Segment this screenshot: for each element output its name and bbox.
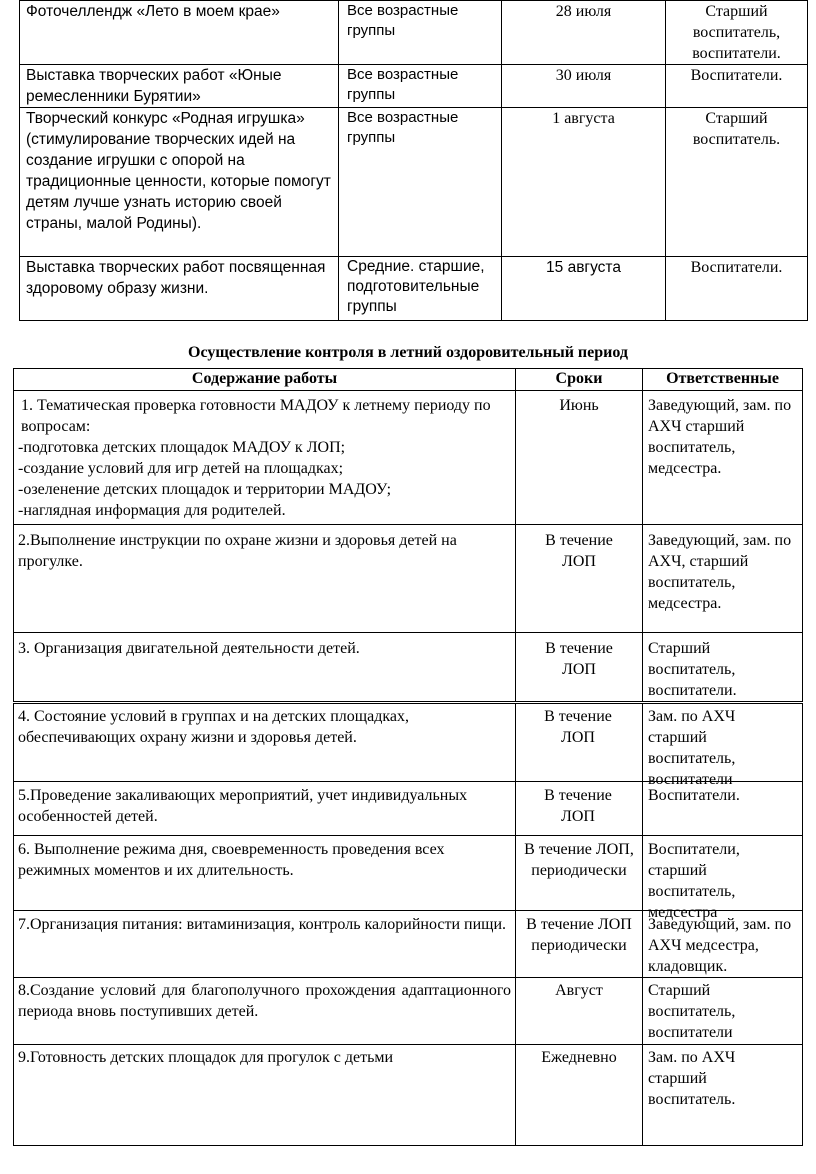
row-dates: Ежедневно [516, 1045, 643, 1146]
events-table [19, 0, 808, 321]
row-dates: В течение ЛОП, периодически [516, 836, 643, 911]
header-content: Содержание работы [14, 369, 516, 391]
row-content [14, 391, 516, 525]
content-line: 7.Организация питания: витаминизация, контроль калорийности пищи. [18, 916, 507, 933]
table-header-row [14, 369, 803, 391]
control-table-continued [13, 703, 803, 1146]
event-date: 1 августа [502, 108, 666, 257]
event-responsible: Старший воспитатель, воспитатели. [666, 1, 808, 65]
row-dates: В течение ЛОП периодически [516, 911, 643, 978]
event-responsible: Воспитатели. [666, 65, 808, 108]
control-table [13, 368, 803, 702]
event-date: 30 июля [502, 65, 666, 108]
content-line: -озеленение детских площадок и территории МАДОУ; [18, 481, 392, 498]
event-name: Творческий конкурс «Родная игрушка» (стимулирование творческих идей на создание игрушки с опорой на традиционные ценности, которые помогут детям лучше узнать историю своей страны, малой Родины). [20, 108, 339, 257]
table-row [14, 978, 803, 1045]
table-row [14, 391, 803, 525]
row-dates: В течение ЛОП [516, 782, 643, 836]
content-line: -наглядная информация для родителей. [18, 502, 286, 519]
table-row [14, 525, 803, 633]
row-dates: Август [516, 978, 643, 1045]
content-line: 6. Выполнение режима дня, своевременность проведения всех режимных моментов и их длительность. [18, 841, 445, 879]
content-line: -подготовка детских площадок МАДОУ к ЛОП; [18, 439, 346, 456]
event-group: Средние. старшие, подготовительные группы [339, 257, 502, 321]
table-row [14, 704, 803, 782]
row-content [14, 782, 516, 836]
row-content [14, 911, 516, 978]
event-responsible: Старший воспитатель. [666, 108, 808, 257]
table-row [20, 65, 808, 108]
row-responsible: Заведующий, зам. по АХЧ медсестра, кладовщик. [643, 911, 803, 978]
row-content [14, 633, 516, 702]
event-name: Выставка творческих работ посвященная здоровому образу жизни. [20, 257, 339, 321]
table-row [20, 257, 808, 321]
row-responsible: Старший воспитатель, воспитатели. [643, 633, 803, 702]
row-responsible: Старший воспитатель, воспитатели [643, 978, 803, 1045]
header-dates: Сроки [516, 369, 643, 391]
row-responsible: Заведующий, зам. по АХЧ старший воспитатель, медсестра. [643, 391, 803, 525]
row-content [14, 525, 516, 633]
content-line: 4. Состояние условий в группах и на детских площадках, обеспечивающих охрану жизни и здоровья детей. [18, 708, 409, 746]
event-date: 15 августа [502, 257, 666, 321]
row-dates: В течение ЛОП [516, 633, 643, 702]
content-line: 1. Тематическая проверка готовности МАДОУ к летнему периоду по вопросам: [21, 397, 491, 435]
row-responsible: Воспитатели. [643, 782, 803, 836]
row-responsible: Зам. по АХЧ старший воспитатель. [643, 1045, 803, 1146]
event-name: Фоточеллендж «Лето в моем крае» [20, 1, 339, 65]
table-row [14, 836, 803, 911]
event-group: Все возрастные группы [339, 1, 502, 65]
event-group: Все возрастные группы [339, 65, 502, 108]
content-line: 2.Выполнение инструкции по охране жизни и здоровья детей на прогулке. [18, 532, 457, 570]
table-row [14, 911, 803, 978]
row-content [14, 978, 516, 1045]
row-dates: В течение ЛОП [516, 525, 643, 633]
resp-text: Воспитатели, старший воспитатель, медсестра [648, 841, 740, 921]
row-dates: Июнь [516, 391, 643, 525]
content-line: 8.Создание условий для благополучного прохождения адаптационного периода вновь поступивших детей. [18, 982, 511, 1020]
content-line: -создание условий для игр детей на площадках; [18, 460, 344, 477]
event-responsible: Воспитатели. [666, 257, 808, 321]
section-heading: Осуществление контроля в летний оздоровительный период [188, 344, 628, 361]
table-row [20, 108, 808, 257]
row-responsible [643, 836, 803, 921]
content-line: 5.Проведение закаливающих мероприятий, учет индивидуальных особенностей детей. [18, 787, 468, 825]
header-responsible: Ответственные [643, 369, 803, 391]
event-name: Выставка творческих работ «Юные ремесленники Бурятии» [20, 65, 339, 108]
content-line: 9.Готовность детских площадок для прогулок с детьми [18, 1049, 394, 1066]
row-dates: В течение ЛОП [516, 704, 643, 782]
table-row [20, 1, 808, 65]
row-responsible [643, 704, 803, 788]
event-group: Все возрастные группы [339, 108, 502, 257]
content-line: 3. Организация двигательной деятельности детей. [18, 640, 360, 657]
table-row [14, 633, 803, 702]
table-row [14, 1045, 803, 1146]
row-content [14, 836, 516, 911]
event-date: 28 июля [502, 1, 666, 65]
row-content [14, 1045, 516, 1146]
row-responsible: Заведующий, зам. по АХЧ, старший воспитатель, медсестра. [643, 525, 803, 633]
table-row [14, 782, 803, 836]
resp-text: Зам. по АХЧ старший воспитатель, воспитатели [648, 708, 736, 788]
row-content [14, 704, 516, 782]
